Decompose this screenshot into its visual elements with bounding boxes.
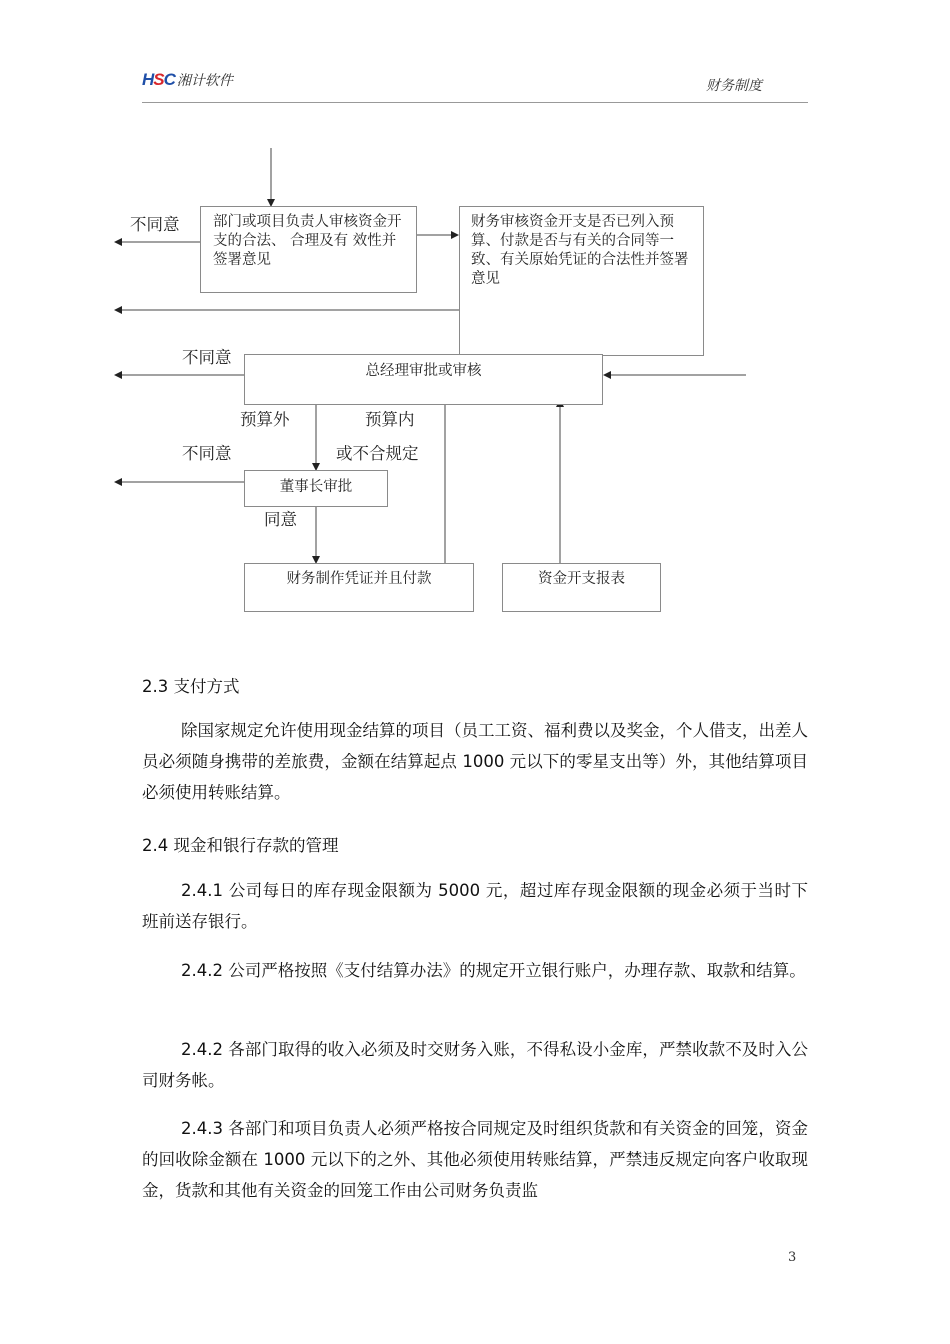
label-in-budget: 预算内 bbox=[365, 410, 415, 429]
page-number: 3 bbox=[788, 1250, 797, 1265]
box-chairman-approval-text: 董事长审批 bbox=[279, 479, 353, 495]
label-disagree-3: 不同意 bbox=[182, 444, 232, 463]
company-name: 湘计软件 bbox=[176, 73, 233, 89]
box-fund-report-text: 资金开支报表 bbox=[538, 571, 625, 587]
section-2-4-2-paragraph-a: 2.4.2 公司严格按照《支付结算办法》的规定开立银行账户，办理存款、取款和结算。 bbox=[181, 961, 806, 980]
label-disagree-2: 不同意 bbox=[182, 348, 232, 367]
label-agree: 同意 bbox=[264, 510, 297, 529]
section-2-4-2-paragraph-b: 2.4.2 各部门取得的收入必须及时交财务入账，不得私设小金库，严禁收款不及时入公司财务帐。 bbox=[142, 1040, 808, 1090]
label-out-of-budget: 预算外 bbox=[240, 410, 290, 429]
section-2-4-3-paragraph: 2.4.3 各部门和项目负责人必须严格按合同规定及时组织货款和有关资金的回笼，资金的回收除金额在 1000 元以下的之外、其他必须使用转账结算，严禁违反规定向客户收取现金，货款和其他有关资金的回笼工作由公司财务负责监 bbox=[142, 1119, 808, 1200]
box-gm-approval-text: 总经理审批或审核 bbox=[365, 363, 482, 379]
box-finance-review-text: 财务审核资金开支是否已列入预算、付款是否与有关的合同等一致、有关原始凭证的合法性并签署意见 bbox=[471, 214, 689, 287]
document-title: 财务制度 bbox=[706, 78, 762, 94]
label-disagree-1: 不同意 bbox=[130, 215, 180, 234]
box-finance-payment-text: 财务制作凭证并且付款 bbox=[286, 571, 432, 587]
section-2-4-title: 2.4 现金和银行存款的管理 bbox=[142, 836, 339, 855]
section-2-3-title: 2.3 支付方式 bbox=[142, 677, 240, 696]
section-2-3-paragraph: 除国家规定允许使用现金结算的项目（员工工资、福利费以及奖金，个人借支，出差人员必须随身携带的差旅费，金额在结算起点 1000 元以下的零星支出等）外，其他结算项目必须使用转账结算。 bbox=[142, 721, 808, 802]
logo-mark: HSC bbox=[142, 70, 175, 89]
box-department-review-text: 部门或项目负责人审核资金开支的合法、 合理及有 效性并签署意见 bbox=[213, 214, 402, 268]
section-2-4-1-paragraph: 2.4.1 公司每日的库存现金限额为 5000 元，超过库存现金限额的现金必须于当时下班前送存银行。 bbox=[142, 881, 808, 931]
label-noncompliant: 或不合规定 bbox=[336, 444, 419, 463]
